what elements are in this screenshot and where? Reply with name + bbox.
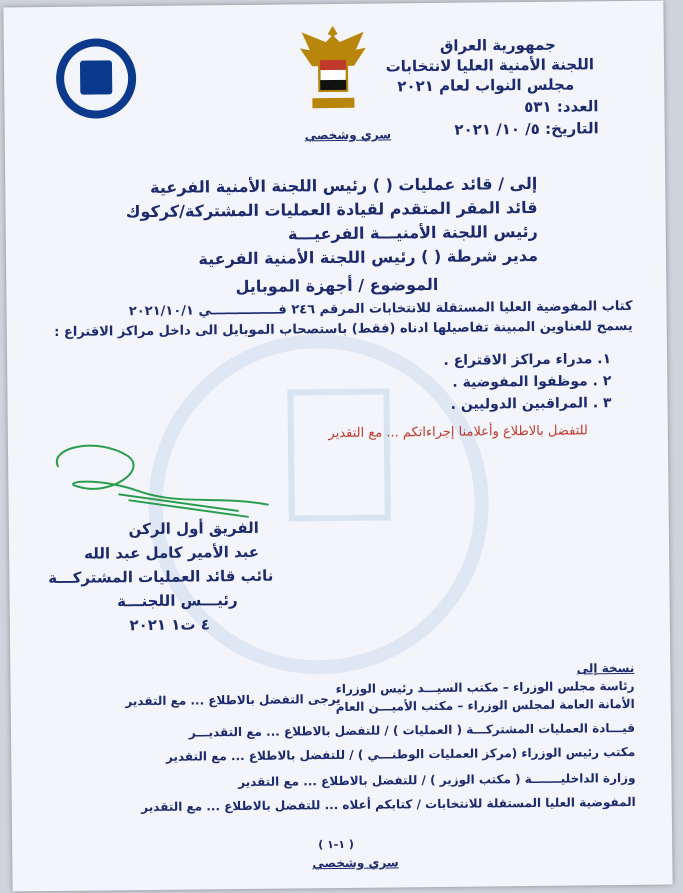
- recipient-1: إلى / قائد عمليات ( ) رئيس اللجنة الأمنية الفرعية: [150, 173, 538, 197]
- body-permission: يسمح للعناوين المبينة تفاصيلها ادناه (فقط) باستصحاب الموبايل الى داخل مراكز الاقتراع :: [54, 318, 633, 340]
- copy-row-2: الأمانة العامة لمجلس الوزراء – مكتب الأميـــن العام: [335, 696, 635, 715]
- copy-row-5: وزارة الداخليـــــــة ( مكتب الوزير ) / للتفضل بالاطلاع ... مع التقدير: [238, 770, 636, 790]
- watermark-emblem: [287, 388, 390, 521]
- commission-seal-logo: [56, 38, 137, 119]
- footer-classification: سري وشخصي: [312, 855, 399, 871]
- recipient-3: رئيس اللجنة الأمنيـــة الفرعيـــة: [287, 221, 538, 244]
- header-election: مجلس النواب لعام ٢٠٢١: [397, 75, 575, 96]
- signature-title-2: رئيـــس اللجنـــة: [117, 591, 238, 611]
- recipient-2: قائد المقر المتقدم لقيادة العمليات المشتركة/كركوك: [125, 197, 538, 222]
- copy-row-1: رئاسة مجلس الوزراء – مكتب السيـــد رئيس الوزراء: [335, 678, 635, 697]
- copy-row-6: المفوضية العليا المستقلة للانتخابات / كتابكم أعلاه ... للتفضل بالاطلاع ... مع التقدير: [141, 794, 636, 815]
- body-closing: للتفضل بالاطلاع وأعلامنا إجراءاتكم ... مع التقدير: [328, 423, 588, 442]
- header-country: جمهورية العراق: [439, 35, 556, 55]
- signature-name: عبد الأمير كامل عبد الله: [83, 542, 260, 563]
- body-item-2: ٢ . موظفوا المفوضية .: [452, 373, 612, 391]
- copy-row-3: قيـــادة العمليات المشتركـــة ( العمليات ) / للتفضل بالاطلاع ... مع التقديـــر: [188, 720, 636, 740]
- copies-heading: نسخة إلى: [576, 660, 635, 676]
- recipient-4: مدير شرطة ( ) رئيس اللجنة الأمنية الفرعية: [198, 245, 539, 269]
- copy-row-1-note: يرجى التفضل بالاطلاع ... مع التقدير: [125, 691, 341, 709]
- subject-line: الموضوع / أجهزة الموبايل: [235, 274, 439, 297]
- header-date: التاريخ: ٥/ ١٠/ ٢٠٢١: [454, 119, 599, 139]
- signature-title-1: نائب قائد العمليات المشتركـــة: [48, 566, 274, 588]
- body-item-3: ٣ . المراقبين الدوليين .: [450, 395, 612, 413]
- body-item-1: ١. مدراء مراكز الاقتراع .: [443, 351, 612, 369]
- document-page: [3, 1, 672, 892]
- signature-date: ٤ ت١ ٢٠٢١: [129, 615, 210, 635]
- signature-rank: الفريق أول الركن: [128, 518, 259, 539]
- header-committee: اللجنة الأمنية العليا لانتخابات: [385, 55, 595, 76]
- header-classification: سري وشخصي: [304, 127, 392, 143]
- copy-row-4: مكتب رئيس الوزراء (مركز العمليات الوطنـــي ) / للتفضل بالاطلاع ... مع التقدير: [165, 744, 636, 764]
- body-reference: كتاب المفوضية العليا المستقلة للانتخابات المرقم ٢٤٦ فـــــــــــــــي ٢٠٢١/١٠/١: [128, 298, 633, 320]
- header-number: العدد: ٥٣١: [524, 97, 599, 117]
- iraq-eagle-emblem: [294, 22, 373, 119]
- footer-page-number: ( ١-١ ): [318, 837, 354, 852]
